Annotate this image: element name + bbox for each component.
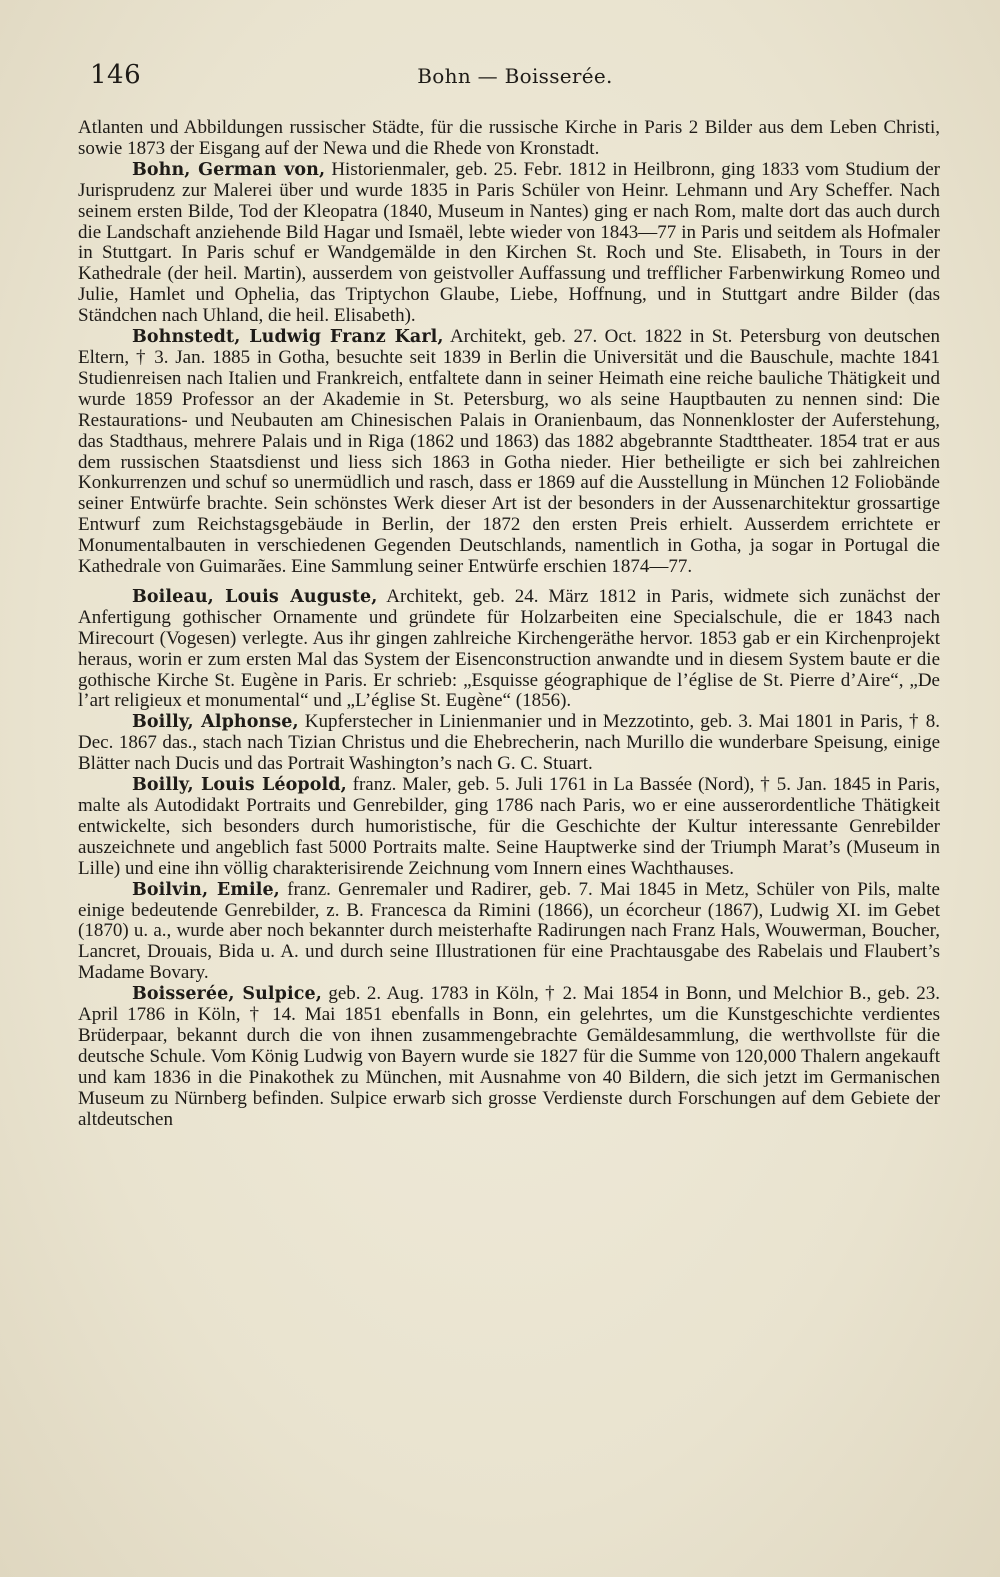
entry-text: Atlanten und Abbildungen russischer Städte, für die russische Kirche in Paris 2 Bilder aus dem Leben Christi, sowie 1873 der Eisgang auf der Newa und die Rhede von Kronstadt. xyxy=(78,117,940,159)
entry-headword: Bohnstedt, Ludwig Franz Karl, xyxy=(132,327,444,348)
entry-boisseree xyxy=(78,984,940,1130)
entry-text: Historienmaler, geb. 25. Febr. 1812 in Heilbronn, ging 1833 vom Studium der Jurisprudenz zur Malerei über und wurde 1835 in Paris Schüler von Heinr. Lehmann und Ary Scheffer. Nach seinem ersten Bilde, Tod der Kleopatra (1840, Museum in Nantes) ging er nach Rom, malte dort das auch durch die Landschaft anziehende Bild Hagar und Ismaël, lebte wieder von 1843—77 in Paris und seitdem als Hofmaler in Stuttgart. In Paris schuf er Wandgemälde in den Kirchen St. Roch und Ste. Elisabeth, in Tours in der Kathedrale (der heil. Martin), ausserdem von geistvoller Auffassung und trefflicher Farbenwirkung Romeo und Julie, Hamlet und Ophelia, das Triptychon Glaube, Liebe, Hoffnung, und in Stuttgart andre Bilder (das Ständchen nach Uhland, die heil. Elisabeth). xyxy=(78,158,940,327)
entry-headword: Boilly, Louis Léopold, xyxy=(132,775,347,796)
entry-text: Architekt, geb. 27. Oct. 1822 in St. Petersburg von deutschen Eltern, † 3. Jan. 1885 in Gotha, besuchte seit 1839 in Berlin die Universität und die Bauschule, machte 1841 Studienreisen nach Italien und Frankreich, entfaltete dann in seiner Heimath eine reiche bauliche Thätigkeit und wurde 1859 Professor an der Akademie in St. Petersburg, wo als seine Hauptbauten zu nennen sind: Die Restaurations- und Neubauten am Chinesischen Palais in Oranienbaum, das Nonnenkloster der Auferstehung, das Stadthaus, mehrere Palais und in Riga (1862 und 1863) das 1882 abgebrannte Stadttheater. 1854 trat er aus dem russischen Staatsdienst und liess sich 1863 in Gotha nieder. Hier betheiligte er sich bei zahlreichen Konkurrenzen und schuf so unermüdlich und rasch, dass er 1869 auf die Ausstellung in München 12 Foliobände seiner Entwürfe brachte. Sein schönstes Werk dieser Art ist der besonders in der Aussenarchitektur grossartige Entwurf zum Reichstagsgebäude in Berlin, der 1872 den ersten Preis erhielt. Ausserdem errichtete er Monumentalbauten in verschiedenen Gegenden Deutschlands, namentlich in Gotha, ja sogar in Portugal die Kathedrale von Guimarães. Eine Sammlung seiner Entwürfe erschien 1874—77. xyxy=(78,326,940,578)
entry-text: franz. Genremaler und Radirer, geb. 7. Mai 1845 in Metz, Schüler von Pils, malte einige bedeutende Genrebilder, z. B. Francesca da Rimini (1866), un écorcheur (1867), Ludwig XI. im Gebet (1870) u. a., wurde aber noch bekannter durch meisterhafte Radirungen nach Franz Hals, Wouwerman, Boucher, Lancret, Drouais, Bida u. A. und durch seine Illustrationen für eine Prachtausgabe des Rabelais und Flaubert’s Madame Bovary. xyxy=(78,878,940,984)
entry-boilly-louis xyxy=(78,775,940,880)
page-header xyxy=(90,60,940,100)
entry-boilvin xyxy=(78,880,940,985)
entry-text: franz. Maler, geb. 5. Juli 1761 in La Bassée (Nord), † 5. Jan. 1845 in Paris, malte als Autodidakt Portraits und Genrebilder, ging 1786 nach Paris, wo er eine ausserordentliche Thätigkeit entwickelte, sich besonders durch humoristische, für die Geschichte der Kultur interessante Genrebilder auszeichnete und angeblich fast 5000 Portraits malte. Seine Hauptwerke sind der Triumph Marat’s (Museum in Lille) und eine ihn völlig charakterisirende Zeichnung vom Innern eines Wachthauses. xyxy=(78,774,940,879)
page-number: 146 xyxy=(90,60,142,90)
running-title: Bohn — Boisserée. xyxy=(417,64,613,88)
entry-text: geb. 2. Aug. 1783 in Köln, † 2. Mai 1854 in Bonn, und Melchior B., geb. 23. April 1786 in Köln, † 14. Mai 1851 ebenfalls in Bonn, ein gelehrtes, um die Kunstgeschichte verdientes Brüderpaar, bekannt durch die von ihnen zusammengebrachte Gemäldesammlung, die werthvollste für die deutsche Schule. Vom König Ludwig von Bayern wurde sie 1827 für die Summe von 120,000 Thalern angekauft und kam 1836 in die Pinakothek zu München, mit Ausnahme von 40 Bildern, die sich jetzt im Germanischen Museum zu Nürnberg befinden. Sulpice erwarb sich grosse Verdienste durch Forschungen auf dem Gebiete der altdeutschen xyxy=(78,983,940,1130)
entry-bohn xyxy=(78,160,940,327)
entry-headword: Boilvin, Emile, xyxy=(132,879,280,900)
dictionary-entries xyxy=(78,118,940,1131)
entry-text: Architekt, geb. 24. März 1812 in Paris, widmete sich zunächst der Anfertigung gothischer Ornamente und gründete für Holzarbeiten eine Specialschule, die er 1843 nach Mirecourt (Vogesen) verlegte. Aus ihr gingen zahlreiche Kirchengeräthe hervor. 1853 gab er ein Kirchenprojekt heraus, worin er zum ersten Mal das System der Eisenconstruction anwandte und in diesem System baute er die gothische Kirche St. Eugène in Paris. Er schrieb: „Esquisse géographique de l’église de St. Pierre d’Aire“, „De l’art religieux et monumental“ und „L’église St. Eugène“ (1856). xyxy=(78,585,940,712)
entry-headword: Boisserée, Sulpice, xyxy=(132,984,322,1005)
entry-headword: Boileau, Louis Auguste, xyxy=(132,586,378,607)
entry-headword: Bohn, German von, xyxy=(132,159,326,180)
entry-headword: Boilly, Alphonse, xyxy=(132,712,299,733)
entry-continuation xyxy=(78,118,940,160)
entry-boilly-alphonse xyxy=(78,712,940,775)
entry-boileau xyxy=(78,587,940,712)
entry-bohnstedt xyxy=(78,327,940,578)
entry-text: Kupferstecher in Linienmanier und in Mezzotinto, geb. 3. Mai 1801 in Paris, † 8. Dec. 1867 das., stach nach Tizian Christus und die Ehebrecherin, nach Murillo die wunderbare Speisung, einige Blätter nach Ducis und das Portrait Washington’s nach G. C. Stuart. xyxy=(78,711,940,775)
